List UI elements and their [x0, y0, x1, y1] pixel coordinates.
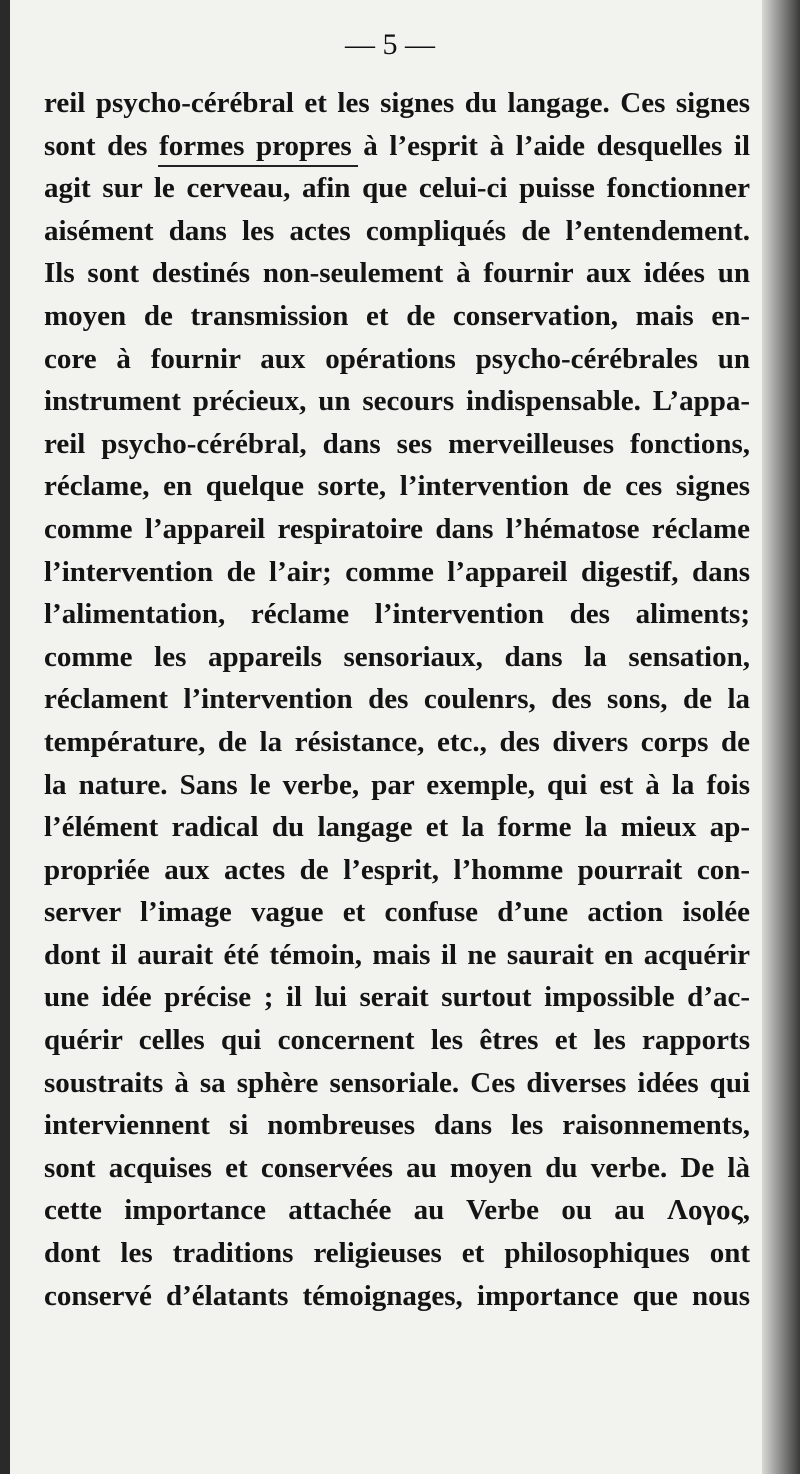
text-line: réclame, en quelque sorte, l’intervention de ces signes: [44, 470, 750, 503]
text-line: soustraits à sa sphère sensoriale. Ces diverses idées qui: [44, 1066, 750, 1099]
text-line: une idée précise ; il lui serait surtout impossible d’ac-: [44, 981, 750, 1014]
text-line: aisément dans les actes compliqués de l’entendement.: [44, 214, 750, 247]
text-line: cette importance attachée au Verbe ou au Λογος,: [44, 1194, 750, 1227]
text-line: température, de la résistance, etc., des divers corps de: [44, 725, 750, 758]
text-line: server l’image vague et confuse d’une action isolée: [44, 896, 750, 929]
text-line: quérir celles qui concernent les êtres et les rapports: [44, 1024, 750, 1057]
text-line: dont les traditions religieuses et philosophiques ont: [44, 1237, 750, 1270]
text-line: réclament l’intervention des coulenrs, des sons, de la: [44, 683, 750, 716]
text-line: propriée aux actes de l’esprit, l’homme pourrait con-: [44, 853, 750, 886]
text-line: l’élément radical du langage et la forme la mieux ap-: [44, 811, 750, 844]
body-text: [44, 82, 750, 1317]
text-line: reil psycho-cérébral et les signes du langage. Ces signes: [44, 87, 750, 119]
text-line: dont il aurait été témoin, mais il ne saurait en acquérir: [44, 938, 750, 971]
text-line: agit sur le cerveau, afin que celui-ci puisse fonctionner: [44, 172, 750, 205]
text-line: interviennent si nombreuses dans les raisonnements,: [44, 1109, 750, 1142]
text-line: la nature. Sans le verbe, par exemple, qui est à la fois: [44, 768, 750, 801]
text-line: reil psycho-cérébral, dans ses merveilleuses fonctions,: [44, 427, 750, 460]
page-edge-shadow: [762, 0, 800, 1474]
text-line: core à fournir aux opérations psycho-cérébrales un: [44, 342, 750, 375]
text-line: instrument précieux, un secours indispensable. L’appa-: [44, 385, 750, 418]
text-line: sont acquises et conservées au moyen du verbe. De là: [44, 1151, 750, 1184]
text-line: comme les appareils sensoriaux, dans la sensation,: [44, 640, 750, 673]
text-line: moyen de transmission et de conservation, mais en-: [44, 299, 750, 332]
page-number: — 5 —: [345, 28, 435, 61]
text-line: sont des formes propres à l’esprit à l’aide desquelles il: [44, 129, 750, 162]
text-line: l’alimentation, réclame l’intervention des aliments;: [44, 598, 750, 631]
text-line: l’intervention de l’air; comme l’appareil digestif, dans: [44, 555, 750, 588]
text-line: comme l’appareil respiratoire dans l’hématose réclame: [44, 512, 750, 545]
text-line: conservé d’élatants témoignages, importance que nous: [44, 1279, 750, 1312]
text-line: Ils sont destinés non-seulement à fournir aux idées un: [44, 257, 750, 290]
